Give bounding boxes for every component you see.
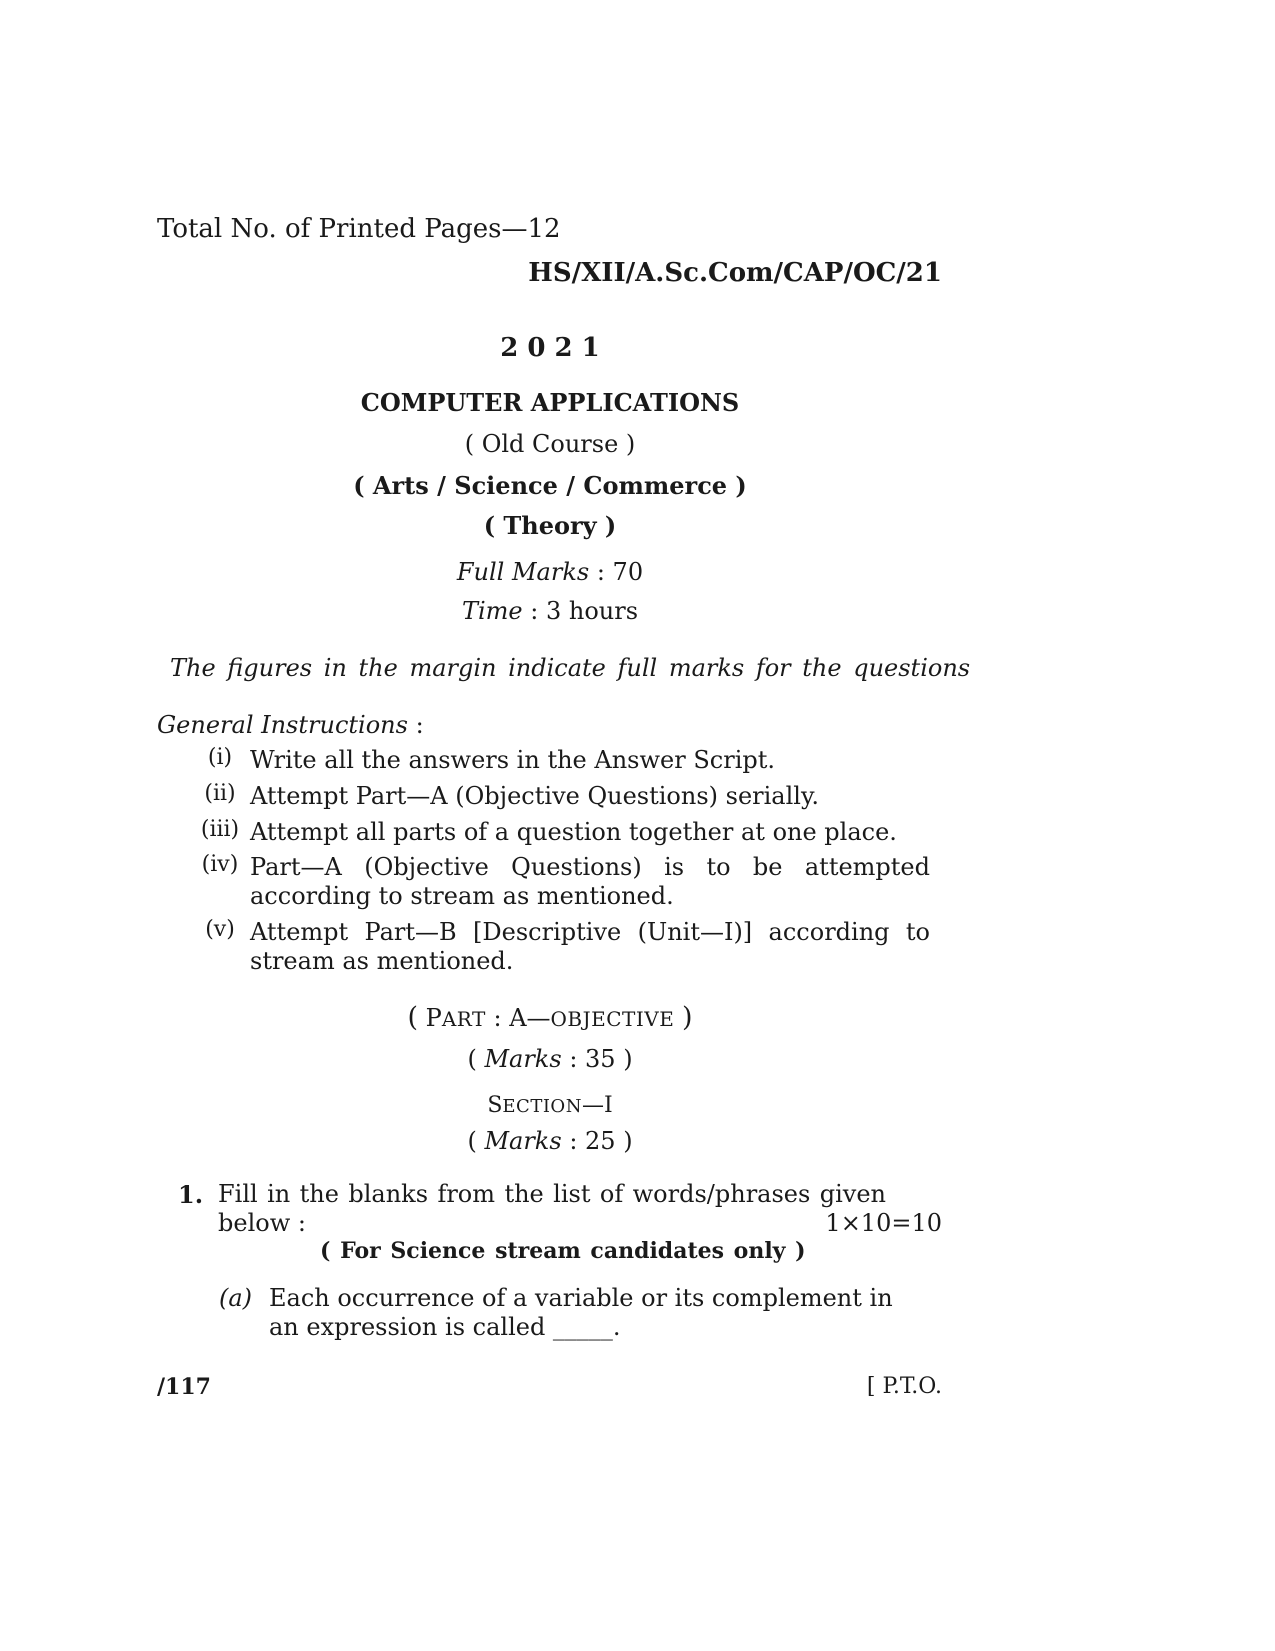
section-marks-value: : 25 ) <box>569 1127 633 1155</box>
part-a-open: ( <box>407 1002 419 1033</box>
part-a-objective: OBJECTIVE <box>550 1007 675 1031</box>
part-a-colon: : <box>493 1004 502 1032</box>
instruction-number: (v) <box>205 917 235 942</box>
instruction-item <box>190 917 930 979</box>
section-ection: ECTION <box>502 1096 582 1117</box>
part-a-heading <box>320 1002 780 1033</box>
instruction-number: (iii) <box>200 817 240 842</box>
question-number: 1. <box>178 1180 204 1209</box>
instruction-text: Attempt all parts of a question together at one place. <box>250 818 897 846</box>
exam-year: 2 0 2 1 <box>500 333 600 363</box>
full-marks-value: : 70 <box>596 558 644 586</box>
instructions-heading-text: General Instructions <box>157 711 408 739</box>
streams: ( Arts / Science / Commerce ) <box>353 471 747 500</box>
instruction-text-line1: Part—A (Objective Questions) is to be attempted <box>250 853 930 881</box>
full-marks <box>320 558 780 586</box>
part-a-marks-open: ( <box>467 1045 477 1073</box>
footer-code: /117 <box>157 1374 211 1400</box>
paper-code: HS/XII/A.Sc.Com/CAP/OC/21 <box>528 258 942 288</box>
instruction-number: (ii) <box>204 781 236 806</box>
section-marks <box>320 1127 780 1155</box>
total-pages: Total No. of Printed Pages—12 <box>157 214 561 244</box>
question-marks: 1×10=10 <box>825 1209 942 1237</box>
time-label: Time <box>461 597 523 625</box>
paper-type: ( Theory ) <box>483 511 617 540</box>
time-value: : 3 hours <box>530 597 639 625</box>
subject-title: COMPUTER APPLICATIONS <box>360 388 740 417</box>
footer-pto: [ P.T.O. <box>866 1374 942 1399</box>
instruction-text-line2: according to stream as mentioned. <box>250 882 674 910</box>
part-a-marks-label: Marks <box>484 1045 562 1073</box>
section-marks-label: Marks <box>484 1127 562 1155</box>
part-a-marks-value: : 35 ) <box>569 1045 633 1073</box>
sub-question-label: (a) <box>219 1284 253 1312</box>
instruction-item <box>190 852 930 914</box>
part-a-close: ) <box>681 1002 693 1033</box>
question-text-line2: below : <box>218 1209 306 1237</box>
part-a-art: ART <box>441 1007 486 1031</box>
section-number: —I <box>581 1093 613 1118</box>
part-a-p: P <box>425 1004 442 1032</box>
instruction-text-line2: stream as mentioned. <box>250 947 514 975</box>
instruction-item <box>190 781 885 813</box>
instruction-item <box>190 745 885 777</box>
question-text-line1: Fill in the blanks from the list of words/phrases given <box>218 1180 886 1208</box>
part-a-a: A— <box>509 1004 551 1032</box>
sub-question-line2: an expression is called _____. <box>269 1313 621 1341</box>
instruction-text: Write all the answers in the Answer Script. <box>250 746 775 774</box>
instruction-item <box>190 817 897 849</box>
section-heading <box>320 1093 780 1118</box>
section-marks-open: ( <box>467 1127 477 1155</box>
time-allowed <box>320 597 780 625</box>
instruction-number: (i) <box>207 745 233 770</box>
part-a-marks <box>320 1045 780 1073</box>
section-s: S <box>487 1093 503 1118</box>
full-marks-label: Full Marks <box>456 558 590 586</box>
sub-question-line1: Each occurrence of a variable or its complement in <box>269 1284 893 1312</box>
course-type: ( Old Course ) <box>464 430 636 458</box>
stream-note: ( For Science stream candidates only ) <box>320 1238 806 1264</box>
instructions-heading-colon: : <box>415 711 424 739</box>
instruction-number: (iv) <box>201 852 239 877</box>
instruction-text: Attempt Part—A (Objective Questions) serially. <box>250 782 819 810</box>
instruction-text-line1: Attempt Part—B [Descriptive (Unit—I)] according to <box>250 918 930 946</box>
instructions-heading <box>157 711 424 739</box>
margin-note: The figures in the margin indicate full marks for the questions <box>170 654 971 682</box>
